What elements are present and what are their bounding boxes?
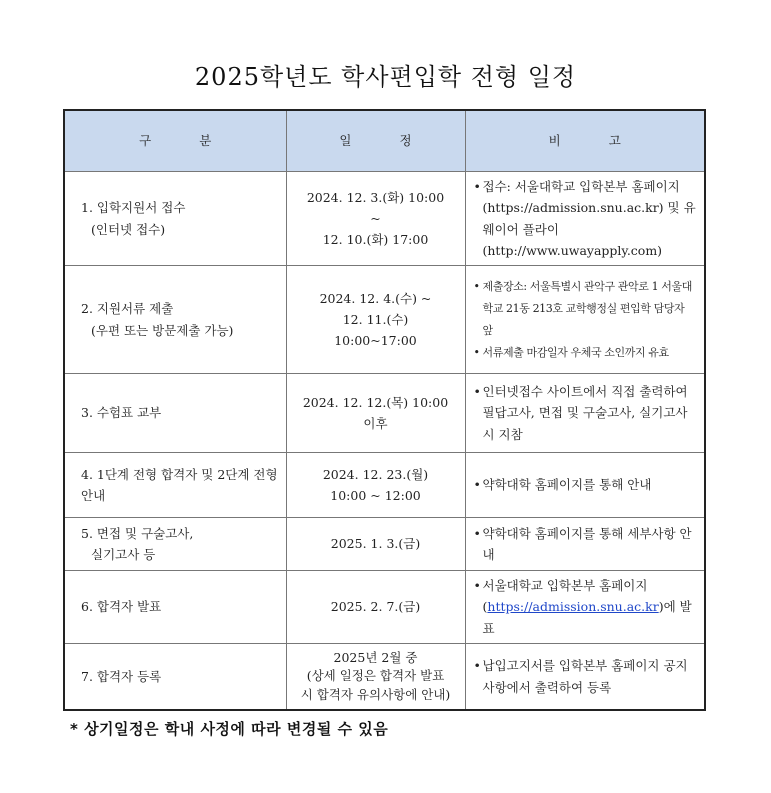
- table-row: [64, 518, 705, 571]
- header-notes: 비고: [465, 110, 705, 172]
- table-header-row: [64, 110, 705, 172]
- note-item: • 약학대학 홈페이지를 통해 세부사항 안내: [474, 523, 697, 566]
- table-row: [64, 172, 705, 266]
- row-category: 5. 면접 및 구술고사, 실기고사 등: [64, 518, 286, 571]
- row-notes: [465, 643, 705, 710]
- row-schedule: 2025. 2. 7.(금): [286, 571, 465, 644]
- note-item: • 서울대학교 입학본부 홈페이지 (https://admission.snu.ac.kr)에 발표: [474, 575, 697, 639]
- row-schedule: 2025년 2월 중 (상세 일정은 합격자 발표 시 합격자 유의사항에 안내): [286, 643, 465, 710]
- row-schedule: 2024. 12. 4.(수) ~ 12. 11.(수) 10:00~17:00: [286, 266, 465, 374]
- footnote: * 상기일정은 학내 사정에 따라 변경될 수 있음: [70, 720, 389, 738]
- table-row: [64, 453, 705, 518]
- row-notes: [465, 374, 705, 453]
- page-title: 2025학년도 학사편입학 전형 일정: [194, 63, 577, 91]
- row-notes: [465, 571, 705, 644]
- row-schedule: 2024. 12. 12.(목) 10:00 이후: [286, 374, 465, 453]
- row-notes: [465, 453, 705, 518]
- row-category: 2. 지원서류 제출 (우편 또는 방문제출 가능): [64, 266, 286, 374]
- row-schedule: 2025. 1. 3.(금): [286, 518, 465, 571]
- row-category: 6. 합격자 발표: [64, 571, 286, 644]
- row-schedule: 2024. 12. 3.(화) 10:00 ~ 12. 10.(화) 17:00: [286, 172, 465, 266]
- row-category: 7. 합격자 등록: [64, 643, 286, 710]
- note-item: • 인터넷접수 사이트에서 직접 출력하여 필답고사, 면접 및 구술고사, 실기고사 시 지참: [474, 381, 697, 445]
- note-item: • 서류제출 마감일자 우체국 소인까지 유효: [474, 342, 697, 364]
- row-notes: [465, 172, 705, 266]
- schedule-table: [63, 109, 706, 711]
- header-category: 구분: [64, 110, 286, 172]
- row-category: 1. 입학지원서 접수 (인터넷 접수): [64, 172, 286, 266]
- admission-link[interactable]: https://admission.snu.ac.kr: [487, 599, 659, 615]
- note-item: • 접수: 서울대학교 입학본부 홈페이지 (https://admission.snu.ac.kr) 및 유웨이어 플라이 (http://www.uwayapply.com): [474, 176, 697, 261]
- row-category: 3. 수험표 교부: [64, 374, 286, 453]
- header-schedule: 일정: [286, 110, 465, 172]
- note-item: • 약학대학 홈페이지를 통해 안내: [474, 474, 697, 495]
- table-row: [64, 571, 705, 644]
- row-category: 4. 1단계 전형 합격자 및 2단계 전형 안내: [64, 453, 286, 518]
- table-row: [64, 374, 705, 453]
- note-item: • 제출장소: 서울특별시 관악구 관악로 1 서울대학교 21동 213호 교학행정실 편입학 담당자 앞: [474, 276, 697, 342]
- table-row: [64, 643, 705, 710]
- row-notes: [465, 518, 705, 571]
- row-notes: [465, 266, 705, 374]
- table-row: [64, 266, 705, 374]
- note-item: • 납입고지서를 입학본부 홈페이지 공지사항에서 출력하여 등록: [474, 655, 697, 698]
- row-schedule: 2024. 12. 23.(월) 10:00 ~ 12:00: [286, 453, 465, 518]
